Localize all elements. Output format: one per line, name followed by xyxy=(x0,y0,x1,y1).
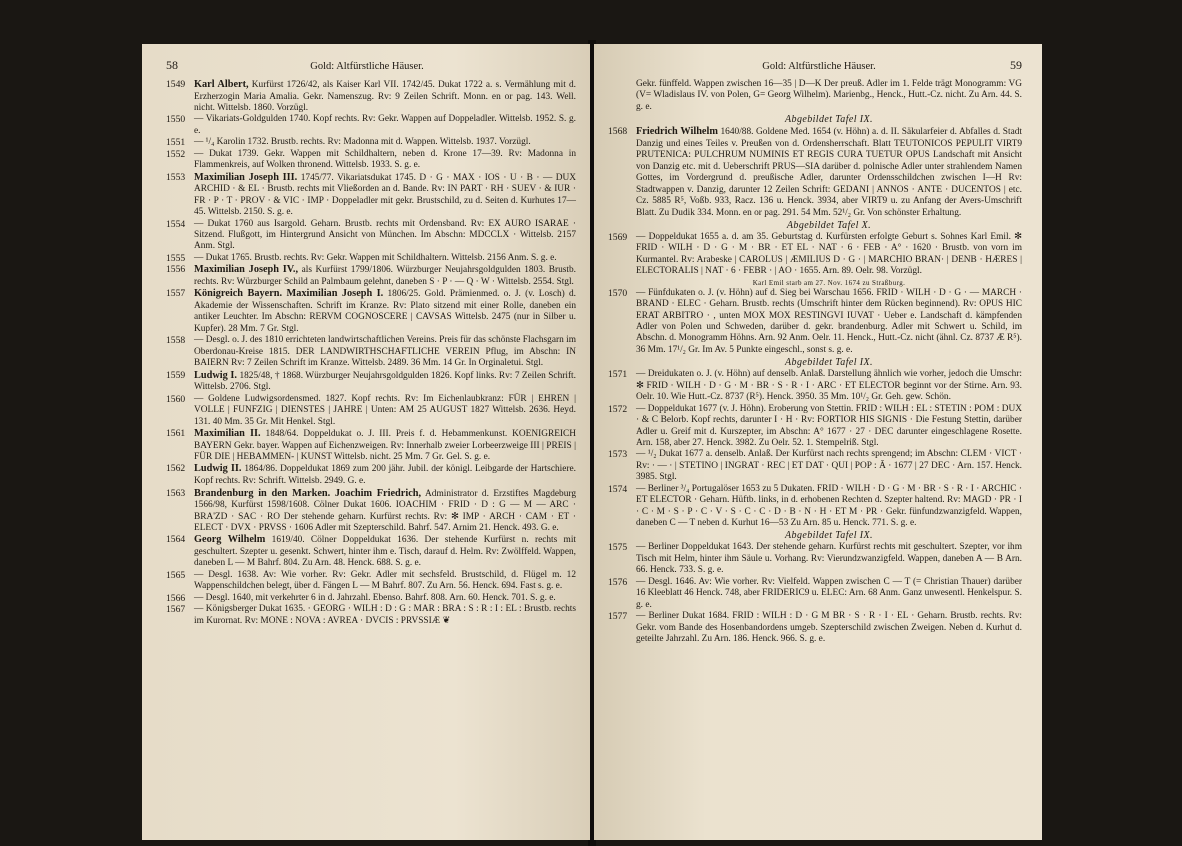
catalog-entry xyxy=(166,370,576,394)
entry-description: — Desgl. o. J. des 1810 errichteten landwirtschaftlichen Vereins. Preis für das schönste Flachsgarn im Oberdonau-Kreise 1815. DER LANDWIRTHSCHAFTLICHE VEREIN Pflug, im Abschn: IN BAIERN Rv: 7 Zeilen Schrift im Kranze. Wittelsb. 2489. 36 Mm. 14 Gr. In Orginaletui. Stgl. xyxy=(194,335,576,369)
right-header-title: Gold: Altfürstliche Häuser. xyxy=(762,61,876,72)
lot-number: 1568 xyxy=(608,126,628,138)
catalog-entry xyxy=(166,137,576,148)
catalog-entry xyxy=(608,577,1022,611)
lot-number: 1562 xyxy=(166,463,186,475)
catalog-entry xyxy=(166,149,576,172)
catalog-entry xyxy=(166,253,576,264)
catalog-entry xyxy=(166,172,576,219)
entry-title: Maximilian II. xyxy=(194,427,261,439)
catalog-entry xyxy=(608,369,1022,403)
entry-description: — Berliner Doppeldukat 1643. Der stehende geharn. Kurfürst rechts mit geschultert. Szepter, vor ihm Tisch mit Helm, hinter ihm Säule u. Vorhang. Rv: Vierundzwanzigfeld. Wappen, daneben A — B Arn. 66. Henck. 733. S. g. e. xyxy=(636,542,1022,576)
lot-number: 1559 xyxy=(166,369,186,381)
entry-title: Georg Wilhelm xyxy=(194,534,266,546)
catalog-entry xyxy=(166,488,576,535)
lot-number: 1564 xyxy=(166,534,186,546)
catalog-entry xyxy=(166,463,576,487)
entry-description: — ¹/₄ Karolin 1732. Brustb. rechts. Rv: Madonna mit d. Wappen. Wittelsb. 1937. Vorzügl. xyxy=(194,137,531,148)
catalog-entry xyxy=(166,604,576,627)
entry-description: — Goldene Ludwigsordensmed. 1827. Kopf rechts. Rv: Im Eichenlaubkranz: FÜR | EHREN | VOLLE | FUNFZIG | DIENSTES | JAHRE | Unten: AM 25 AUGUST 1827 Wittelsb. 2636. Heyd. 131. 40 Mm. 35 Gr. Mit Henkel. Stgl. xyxy=(194,393,576,427)
catalog-entry xyxy=(166,219,576,253)
lot-number: 1550 xyxy=(166,114,186,126)
catalog-entry xyxy=(608,404,1022,450)
entry-description: als Kurfürst 1799/1806. Würzburger Neujahrsgoldgulden 1803. Brustb. rechts. Rv: Würzburger Schild an Palmbaum gelehnt, daneben S · P · — Q · W · Wittelsb. 2554. Stgl. xyxy=(194,265,577,287)
catalog-entry xyxy=(608,126,1022,219)
lot-number: 1551 xyxy=(166,137,186,149)
entry-description: — Dukat 1739. Gekr. Wappen mit Schildhaltern, neben d. Krone 17—39. Rv: Madonna in Flammenkreis, auf Wolken thronend. Wittelsb. 1933. S. g. e. xyxy=(194,148,576,171)
lot-number: 1567 xyxy=(166,604,186,616)
lot-number: 1577 xyxy=(608,611,628,623)
entry-description: Kurfürst 1726/42, als Kaiser Karl VII. 1742/45. Dukat 1722 a. s. Vermählung mit d. Erzherzogin Maria Amalia. Gekr. Namenszug. Rv: 9 Zeilen Schrift. Monn. en or pag. 143. Well. nicht. Wittelsb. 1860. Vorzügl. xyxy=(194,80,577,114)
entry-description: 1864/86. Doppeldukat 1869 zum 200 jähr. Jubil. der königl. Leibgarde der Hartschiere. Kopf rechts. Rv: Schrift. Wittelsb. 2949. G. e. xyxy=(194,464,576,487)
entry-title: Brandenburg in den Marken. Joachim Friedrich, xyxy=(194,487,422,499)
right-page xyxy=(594,44,1042,840)
lot-number: 1572 xyxy=(608,403,628,415)
lot-number: 1553 xyxy=(166,171,186,183)
entry-description: — ¹/₂ Dukat 1677 a. denselb. Anlaß. Der Kurfürst nach rechts sprengend; im Abschn: CLEM · VICT · Rv: · — · | STETINO | INGRAT · REC | ET DAT · QUI | POP : Ā · 1677 | 27 DEC · Arn. 157. Henck. 3985. Stgl. xyxy=(636,449,1022,483)
lot-number: 1558 xyxy=(166,335,186,347)
entry-description: 1825/48, † 1868. Würzburger Neujahrsgoldgulden 1826. Kopf links. Rv: 7 Zeilen Schrift. Wittelsb. 2706. Stgl. xyxy=(194,370,576,393)
plate-caption: Abgebildet Tafel IX. xyxy=(785,357,873,369)
lot-number: 1563 xyxy=(166,487,186,499)
entry-description: — Berliner ³/₄ Portugalöser 1653 zu 5 Dukaten. FRID · WILH · D · G · M · BR · S · R · I · ARCHIC · ET ELECTOR · Geharn. Hüftb. links, in d. erhobenen Rechten d. Szepter haltend. Rv: MAGD · PR · I · C · M · S · P · C · V · S · C · C · D · B · N · H · ET M · PR · Gekr. fünfundzwanzigfeld. Wappen, daneben C — T neben d. Kurhut 16—53 Zu Arn. 85 u. Henck. 771. S. g. e. xyxy=(636,483,1022,529)
lot-number: 1575 xyxy=(608,542,628,554)
lot-number: 1566 xyxy=(166,592,186,604)
entry-description: — Fünfdukaten o. J. (v. Höhn) auf d. Sieg bei Warschau 1656. FRID · WILH · D · G · — MARCH · BRAND · ELEC · Geharn. Brustb. rechts (Umschrift hinter dem Rücken beginnend). Rv: OPUS HIC ERAT ARBITRO · , unten MOX MOX RESTINGVI IUVAT · Ueber e. Landschaft d. kämpfenden Adler von Polen und Schweden, darüber d. gekr. brandenburg. Adler mit Schwert u. Schild, im Abschn. d. Monogramm Höhns. Arn. 92 Anm. Oelr. 11. Henck., Hutt.-Cz. nicht (ähnl. Cz. 8737 Æ R⁵). 36 Mm. 17¹/₂ Gr. Im Av. 5 Punkte eingeschl., sonst s. g. e. xyxy=(636,287,1022,355)
entry-description: — Desgl. 1638. Av: Wie vorher. Rv: Gekr. Adler mit sechsfeld. Brustschild, d. Flügel m. 12 Wappenschildchen belegt, über d. Fängen L — M Bahrf. 807. Zu Arn. 56. Henck. 694. Fast s. g. e. xyxy=(194,569,576,592)
entry-description: — Vikariats-Goldgulden 1740. Kopf rechts. Rv: Gekr. Wappen auf Doppeladler. Wittelsb. 1952. S. g. e. xyxy=(194,114,576,136)
catalog-entry xyxy=(608,79,1022,113)
entry-description: — Königsberger Dukat 1635. · GEORG · WILH : D : G : MAR : BRA : S : R : I : EL : Brustb. rechts im Kurornat. Rv: MONE : NOVA : AVREA · DVCIS : PRVSSIÆ ❦ xyxy=(194,604,576,626)
catalog-entry xyxy=(166,114,576,137)
entry-description: — Dukat 1765. Brustb. rechts. Rv: Gekr. Wappen mit Schildhaltern. Wittelsb. 2156 Anm. S. g. e. xyxy=(194,252,557,263)
left-header-title: Gold: Altfürstliche Häuser. xyxy=(310,61,424,72)
catalog-entry xyxy=(166,335,576,369)
catalog-entry xyxy=(608,611,1022,645)
lot-number: 1555 xyxy=(166,252,186,264)
entry-description: — Dreidukaten o. J. (v. Höhn) auf denselb. Anlaß. Darstellung ähnlich wie vorher, jedoch die Umschr: ✻ FRID · WILH · D · G · M · BR · S · R · I · ARC · ET ELECTOR beginnt vor der Stirne. Arn. 93. Oelr. 10. Wie Hutt.-Cz. 8737 (R⁵). Henck. 3950. 35 Mm. 10¹/₂ Gr. Geh. gew. Schön. xyxy=(636,369,1022,403)
catalog-entry xyxy=(608,288,1022,357)
catalog-entry xyxy=(166,394,576,428)
lot-number: 1574 xyxy=(608,483,628,495)
entry-title: Maximilian Joseph III. xyxy=(194,171,298,183)
entry-description: 1619/40. Cölner Doppeldukat 1636. Der stehende Kurfürst n. rechts mit geschultert. Szepter u. gesenkt. Schwert, hinter ihm e. Tisch, darauf d. Helm. Rv: Zwölffeld. Wappen, daneben L — M Bahrf. 804. Zu Arn. 48. Henck. 688. S. g. e. xyxy=(194,535,577,569)
lot-number: 1565 xyxy=(166,569,186,581)
lot-number: 1573 xyxy=(608,449,628,461)
catalog-entry xyxy=(166,570,576,593)
catalog-entry xyxy=(608,232,1022,278)
catalog-entry xyxy=(166,264,576,288)
catalog-entry xyxy=(166,593,576,604)
right-catalog-entries xyxy=(608,79,1022,645)
entry-title: Ludwig II. xyxy=(194,463,242,475)
entry-description: 1745/77. Vikariatsdukat 1745. D · G · MAX · IOS · U · B · — DUX ARCHID · & EL · Brustb. rechts mit Vließorden an d. Bande. Rv: IN PART · RH · SUEV · & IUR · FR · P · T · PROV · & VIC · IMP · Doppeladler mit gekr. Brustschild, zu d. Seiten d. Kurhutes 17—45. Wittelsb. 2150. S. g. e. xyxy=(194,172,577,218)
catalog-entry xyxy=(166,79,576,114)
entry-description: Gekr. fünffeld. Wappen zwischen 16—35 | D—K Der preuß. Adler im 1. Felde trägt Monogramm: VG (V= Wladislaus IV. von Polen, G= Georg Wilhelm). Marienbg., Henck., Hutt.-Cz. nicht. Zu Arn. 44. S. g. e. xyxy=(636,79,1022,112)
entry-description: — Doppeldukat 1677 (v. J. Höhn). Eroberung von Stettin. FRID : WILH : EL : STETIN : POM : DUX · & C Belorb. Kopf rechts, darunter I · H · Rv: FORTIOR HIS SIGNIS · Die Festung Stettin, darüber Adler u. Greif mit d. Kurszepter, im Abschn: A° 1677 · 27 · DEC darunter eingeschlagene Rosette. Arn. 158, aber 27. Henck. 3982. Zu Oelr. 52. 1. Stempelriß. Stgl. xyxy=(636,403,1022,448)
lot-number: 1557 xyxy=(166,288,186,300)
catalog-entry xyxy=(608,484,1022,530)
catalog-entry xyxy=(608,449,1022,483)
entry-title: Maximilian Joseph IV., xyxy=(194,264,299,276)
entry-description: — Berliner Dukat 1684. FRID : WILH : D · G M BR · S · R · I · EL · Geharn. Brustb. rechts. Rv: Gekr. vom Bande des Hosenbandordens umgeb. Szepterschild zwischen Zweigen. Neben d. Kurhut d. geteilte Jahrzahl. Zu Arn. 186. Henck. 966. S. g. e. xyxy=(636,611,1022,644)
plate-caption: Abgebildet Tafel IX. xyxy=(785,114,873,126)
entry-description: — Dukat 1760 aus Isargold. Geharn. Brustb. rechts mit Ordensband. Rv: EX AURO ISARAE · Sitzend. Flußgott, im Hintergrund Ansicht von München. Im Abschn: MDCCLX · Wittelsb. 2157 Anm. Stgl. xyxy=(194,218,576,252)
lot-number: 1554 xyxy=(166,218,186,230)
lot-number: 1570 xyxy=(608,287,628,299)
entry-title: Ludwig I. xyxy=(194,369,238,381)
entry-description: — Doppeldukat 1655 a. d. am 35. Geburtstag d. Kurfürsten erfolgte Geburt s. Sohnes Karl Emil. ✻ FRID · WILH · D · G · M · BR · ET EL · NAT · 6 · FEB · A° · 1620 · Brustb. von vorn im Kurmantel. Rv: Arabeske | CAROLUS | ÆMILIUS D · G · | MARCHIO BRAN· | DENB · HÆRES | ELECTORALIS | NAT · 6 · FEBR · | AO · 1655. Arn. 89. Oelr. 98. Vorzügl. xyxy=(636,231,1022,277)
lot-number: 1549 xyxy=(166,79,186,90)
lot-number: 1571 xyxy=(608,369,628,381)
entry-description: — Desgl. 1640, mit verkehrter 6 in d. Jahrzahl. Ebenso. Bahrf. 808. Arn. 60. Henck. 701. S. g. e. xyxy=(194,592,556,603)
left-catalog-entries xyxy=(166,79,576,627)
entry-description: — Desgl. 1646. Av: Wie vorher. Rv: Vielfeld. Wappen zwischen C — T (= Christian Thauer) darüber 16 Kleeblatt 46 Henck. 748, aber FRIDERIC9 u. ELEC: Arn. 68 Anm. Ganz unwesentl. Henkelspur. S. g. e. xyxy=(636,576,1022,610)
catalog-entry xyxy=(608,542,1022,576)
left-page xyxy=(142,44,590,840)
entry-title: Karl Albert, xyxy=(194,79,249,90)
lot-number: 1576 xyxy=(608,576,628,588)
left-running-head xyxy=(166,58,576,73)
catalog-entry xyxy=(166,534,576,569)
catalog-entry xyxy=(166,288,576,335)
right-page-number: 59 xyxy=(1009,58,1022,72)
entry-title: Königreich Bayern. Maximilian Joseph I. xyxy=(194,288,384,300)
lot-number: 1556 xyxy=(166,264,186,276)
left-page-number: 58 xyxy=(166,58,178,72)
entry-description: 1848/64. Doppeldukat o. J. III. Preis f. d. Hebammenkunst. KOENIGREICH BAYERN Gekr. bayer. Wappen auf Eichenzweigen. Rv: Innerhalb zweier Lorbeerzweige III | PREIS | FÜR DIE | HEBAMMEN- | KUNST Wittelsb. nicht. 25 Mm. 7 Gr. Gel. S. g. e. xyxy=(194,428,576,463)
catalog-entry xyxy=(166,428,576,463)
right-running-head xyxy=(608,58,1022,73)
plate-caption: Abgebildet Tafel X. xyxy=(786,219,872,231)
entry-description: 1640/88. Goldene Med. 1654 (v. Höhn) a. d. II. Säkularfeier d. Abfalles d. Stadt Danzig und eines Teiles v. Preußen von d. Ordensherrschaft. Blatt TEUTONICOS PEPULIT VIRT9 PRUTENICA: PULCHRUM NUMINIS ET REGIS CURA TUETUR OPUS Landschaft mit Ansicht von Danzig etc. mit d. Ueberschrift PRUS—SIA darüber d. polnische Adler unter strahlendem Namen Gottes, im Vordergrund d. preußische Adler, darunter Ordensschildchen zwischen I—H Rv: Stadtwappen v. Danzig, darunter 12 Zeilen Schrift: GEDANI | ANNOS · ANTE · DUCENTOS | etc. Cz. 5885 R⁵, Voßb. 933, Racz. 136 u. Henck. 3934, aber VIRT9 u. zu Anfang der Avers-Umschrift Blatt. Zu Dudik 334. Monn. en or pag. 291. 54 Mm. 52¹/₂ Gr. Von schönster Erhaltung. xyxy=(636,127,1023,218)
lot-number: 1561 xyxy=(166,427,186,439)
entry-description: 1806/25. Gold. Prämienmed. o. J. (v. Losch) d. Akademie der Wissenschaften. Schrift im Kranze. Rv: Plato sitzend mit einer Rolle, daneben ein antiker Leuchter. Im Abschn: RERVM COGNOSCERE | CAVSAS Wittelsb. 2475 (nur in Silber u. Kupfer). 28 Mm. 7 Gr. Stgl. xyxy=(194,289,576,334)
lot-number: 1560 xyxy=(166,393,186,405)
footnote: Karl Emil starb am 27. Nov. 1674 zu Straßburg. xyxy=(752,278,906,287)
entry-title: Friedrich Wilhelm xyxy=(636,126,718,138)
lot-number: 1569 xyxy=(608,231,628,243)
entry-description: Administrator d. Erzstiftes Magdeburg 1566/98, Kurfürst 1598/1608. Cölner Dukat 1606. IOACHIM · FRID · D : G — M — ARC · BRA'ZD · SAC · RO Der stehende geharn. Kurfürst rechts. Rv: ✻ IMP · ARCH · CAM · ET · ELECT · DVX · PRVSS · 1606 Adler mit Szepterschild. Bahrf. 547. Arnim 21. Henck. 493. G. e. xyxy=(194,488,576,533)
lot-number: 1552 xyxy=(166,148,186,160)
plate-caption: Abgebildet Tafel IX. xyxy=(785,530,873,542)
